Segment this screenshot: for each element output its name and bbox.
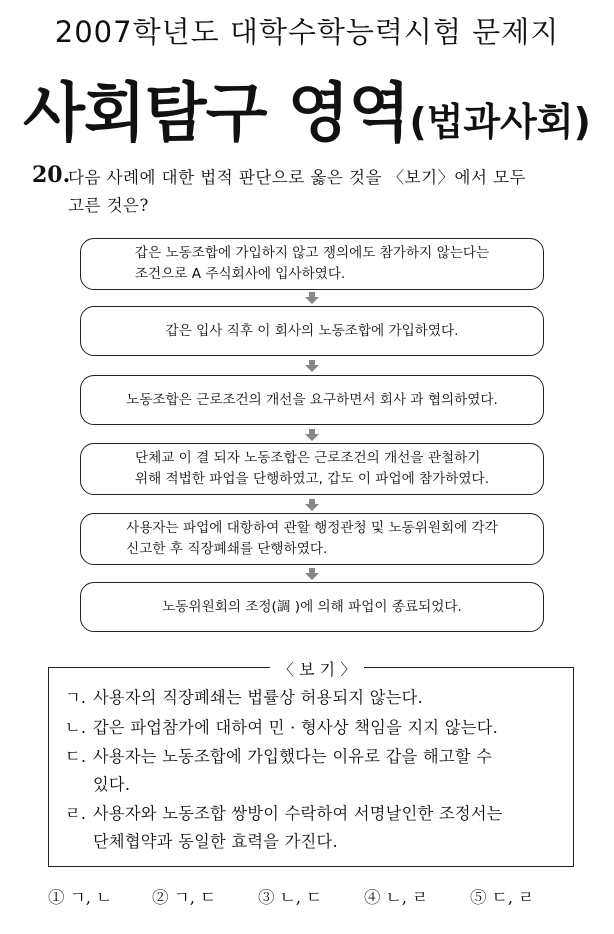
- down-arrow-icon: [305, 429, 319, 441]
- choice-text: ㄱ, ㄷ: [173, 888, 217, 907]
- choice-3[interactable]: [258, 884, 322, 908]
- bogi-item: [65, 743, 565, 799]
- bogi-item-mark: ㄴ.: [65, 718, 87, 737]
- flow-step-text: 조건으로 A 주식회사에 입사하였다.: [134, 266, 346, 282]
- choice-number: ③: [258, 888, 275, 907]
- bogi-item-text: 사용자와 노동조합 쌍방이 수락하여 서명날인한 조정서는: [93, 804, 503, 823]
- choice-text: ㄱ, ㄴ: [69, 888, 113, 907]
- bogi-item: [65, 800, 565, 856]
- bogi-item-mark: ㄹ.: [65, 804, 87, 823]
- bogi-item-text: 있다.: [93, 775, 131, 794]
- flow-step-text: 노동위원회의 조정(調 )에 의해 파업이 종료되었다.: [162, 598, 462, 615]
- choice-4[interactable]: [364, 884, 428, 908]
- bogi-item-mark: ㄷ.: [65, 747, 87, 766]
- flow-step-text: 위해 적법한 파업을 단행하였고, 갑도 이 파업에 참가하였다.: [134, 471, 490, 487]
- bogi-title: 〈 보 기 〉: [270, 657, 364, 680]
- flow-step-text: 갑은 입사 직후 이 회사의 노동조합에 가입하였다.: [165, 322, 459, 339]
- bogi-item: [65, 684, 565, 712]
- flow-step-text: 사용자는 파업에 대항하여 관할 행정관청 및 노동위원회에 각각: [126, 520, 498, 536]
- choice-number: ④: [364, 888, 381, 907]
- bogi-item: [65, 714, 565, 742]
- bogi-item-text: 사용자는 노동조합에 가입했다는 이유로 갑을 해고할 수: [93, 747, 493, 766]
- section-title: [0, 62, 614, 154]
- flow-step-6: [80, 582, 544, 632]
- choice-text: ㄴ, ㄷ: [279, 888, 323, 907]
- down-arrow-icon: [305, 568, 319, 580]
- choice-number: ②: [152, 888, 169, 907]
- flow-step-1: [80, 238, 544, 290]
- choice-text: ㄷ, ㄹ: [491, 888, 535, 907]
- flow-step-4: [80, 443, 544, 495]
- question-number: 20.: [32, 162, 71, 188]
- section-main-title: 사회탐구 영역: [23, 77, 410, 151]
- choice-number: ①: [48, 888, 65, 907]
- choice-5[interactable]: [470, 884, 534, 908]
- flow-step-text: 단체교 이 결 되자 노동조합은 근로조건의 개선을 관철하기: [134, 450, 481, 466]
- question-text-line2: 고른 것은?: [68, 196, 149, 215]
- choice-text: ㄴ, ㄹ: [385, 888, 429, 907]
- choice-number: ⑤: [470, 888, 487, 907]
- choice-2[interactable]: [152, 884, 216, 908]
- exam-title: 2007학년도 대학수학능력시험 문제지: [54, 15, 560, 49]
- bogi-item-text: 단체협약과 동일한 효력을 가진다.: [93, 832, 338, 851]
- flow-step-text: 노동조합은 근로조건의 개선을 요구하면서 회사 과 협의하였다.: [126, 391, 498, 408]
- down-arrow-icon: [305, 499, 319, 511]
- flow-step-2: [80, 306, 544, 356]
- choice-1[interactable]: [48, 884, 112, 908]
- flow-step-text: 갑은 노동조합에 가입하지 않고 쟁의에도 참가하지 않는다는: [134, 245, 490, 261]
- bogi-item-text: 갑은 파업참가에 대하여 민 · 형사상 책임을 지지 않는다.: [93, 718, 499, 737]
- section-subject: (법과사회): [409, 100, 591, 144]
- bogi-item-text: 사용자의 직장폐쇄는 법률상 허용되지 않는다.: [93, 688, 424, 707]
- flow-step-text: 신고한 후 직장폐쇄를 단행하였다.: [126, 541, 328, 557]
- question-text-line1: 다음 사례에 대한 법적 판단으로 옳은 것을 〈보기〉에서 모두: [68, 168, 527, 187]
- down-arrow-icon: [305, 292, 319, 304]
- down-arrow-icon: [305, 360, 319, 372]
- flow-step-5: [80, 513, 544, 565]
- bogi-item-mark: ㄱ.: [65, 688, 87, 707]
- flow-step-3: [80, 375, 544, 425]
